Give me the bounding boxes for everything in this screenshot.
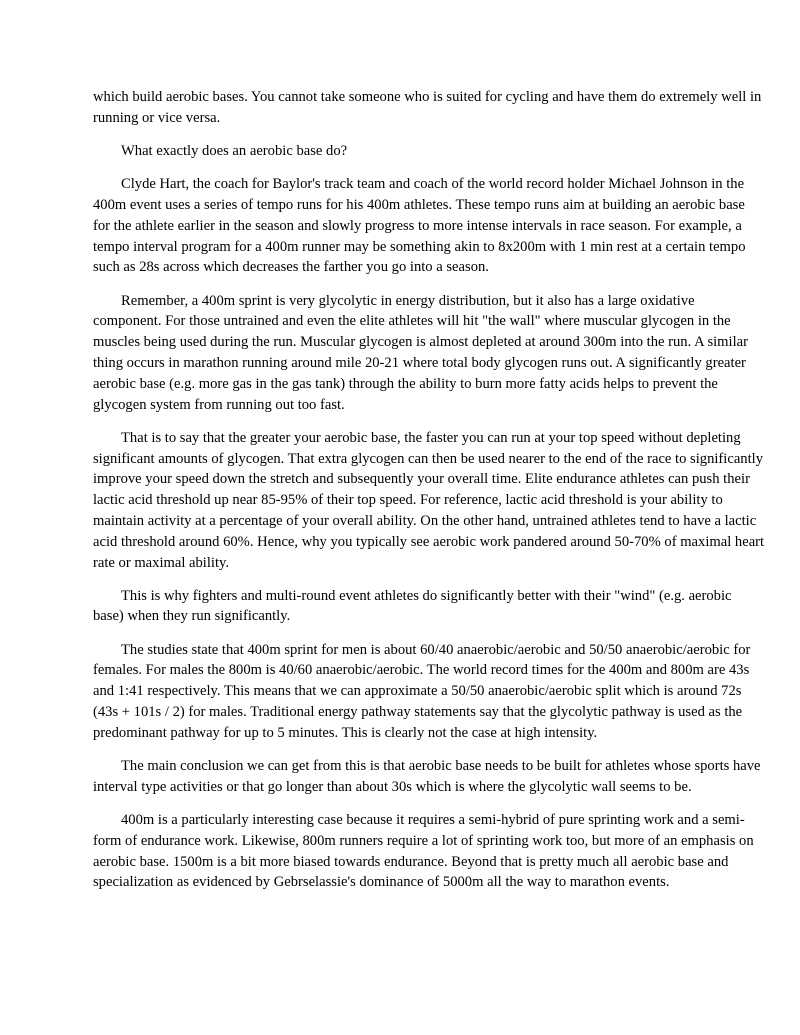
paragraph-studies-split: The studies state that 400m sprint for men is about 60/40 anaerobic/aerobic and 50/50 anaerobic/aerobic for females. For males the 800m is 40/60 anaerobic/aerobic. The world record times for the 400m and 800m are 43s and 1:41 respectively. This means that we can approximate a 50/50 anaerobic/aerobic split which is around 72s (43s + 101s / 2) for males. Traditional energy pathway statements say that the glycolytic pathway is used as the predominant pathway for up to 5 minutes. This is clearly not the case at high intensity.: [93, 641, 751, 741]
paragraph-fighters-wind: This is why fighters and multi-round event athletes do significantly better with their "wind" (e.g. aerobic base) when they run significantly.: [93, 587, 732, 625]
paragraph-continuation: which build aerobic bases. You cannot take someone who is suited for cycling and have them do extremely well in running or vice versa.: [93, 89, 762, 126]
paragraph-400m-glycolytic: Remember, a 400m sprint is very glycolytic in energy distribution, but it also has a large oxidative component. For those untrained and even the elite athletes will hit "the wall" where muscular glycogen in the muscles being used during the run. Muscular glycogen is almost depleted at around 300m into the run. A similar thing occurs in marathon running around mile 20-21 where total body glycogen runs out. A significantly greater aerobic base (e.g. more gas in the gas tank) through the ability to burn more fatty acids helps to prevent the glycogen system from running out too fast.: [93, 292, 748, 413]
paragraph-400m-hybrid: 400m is a particularly interesting case because it requires a semi-hybrid of pure sprinting work and a semi-form of endurance work. Likewise, 800m runners require a lot of sprinting work too, but more of an emphasis on aerobic base. 1500m is a bit more biased towards endurance. Beyond that is pretty much all aerobic base and specialization as evidenced by Gebrselassie's dominance of 5000m all the way to marathon events.: [93, 812, 754, 891]
paragraph-lactic-threshold: That is to say that the greater your aerobic base, the faster you can run at your top speed without depleting significant amounts of glycogen. That extra glycogen can then be used nearer to the end of the race to significantly improve your speed down the stretch and subsequently your overall time. Elite endurance athletes can push their lactic acid threshold up near 85-95% of their top speed. For reference, lactic acid threshold is your ability to maintain activity at a percentage of your overall ability. On the other hand, untrained athletes tend to have a lactic acid threshold around 60%. Hence, why you typically see aerobic work pandered around 50-70% of maximal heart rate or maximal ability.: [93, 429, 765, 571]
document-page: [93, 87, 765, 906]
paragraph-clyde-hart: Clyde Hart, the coach for Baylor's track team and coach of the world record holder Michael Johnson in the 400m event uses a series of tempo runs for his 400m athletes. These tempo runs aim at building an aerobic base for the athlete earlier in the season and slowly progress to more intense intervals in race season. For example, a tempo interval program for a 400m runner may be something akin to 8x200m with 1 min rest at a certain tempo such as 28s across which decreases the farther you go into a season.: [93, 176, 746, 276]
paragraph-main-conclusion: The main conclusion we can get from this is that aerobic base needs to be built for athletes whose sports have interval type activities or that go longer than about 30s which is where the glycolytic wall seems to be.: [93, 758, 761, 795]
paragraph-aerobic-base-question: What exactly does an aerobic base do?: [121, 142, 348, 159]
